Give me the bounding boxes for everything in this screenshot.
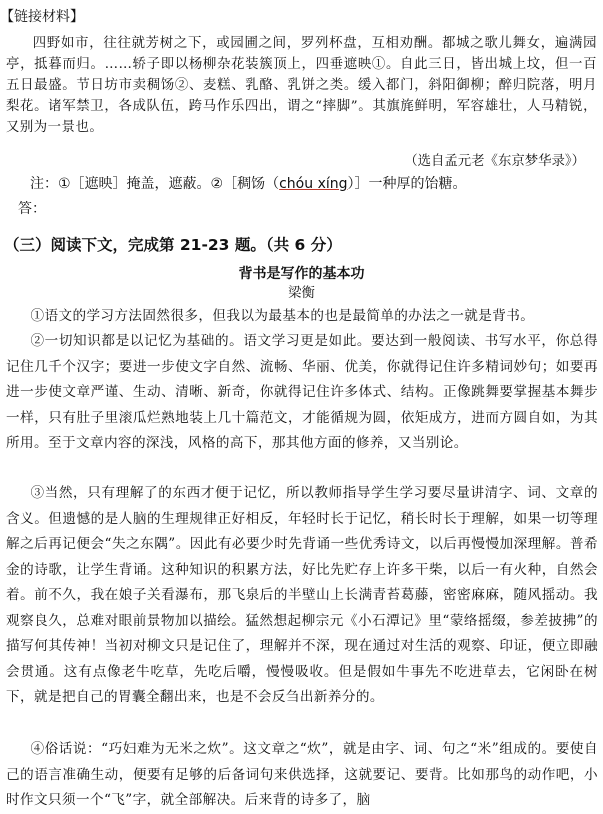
note-pinyin: chóu xíng xyxy=(279,176,348,192)
article-title: 背书是写作的基本功 xyxy=(238,266,365,282)
answer-label: 答： xyxy=(18,201,46,217)
section-heading: （三）阅读下文，完成第 21-23 题。（共 6 分） xyxy=(4,236,342,254)
note-suffix: ）］一种厚的饴糖。 xyxy=(347,176,467,192)
article-paragraph-1: ①语文的学习方法固然很多，但我以为最基本的也是最简单的办法之一就是背书。 xyxy=(30,308,535,324)
article-paragraph-3: ③当然，只有理解了的东西才便于记忆，所以教师指导学生学习要尽量讲清字、词、文章的含义。但遗憾的是人脑的生理规律正好相反，年轻时长于记忆，稍长时长于理解，如果一切等理解之后再记便会“失之东隅”。因此有必要少时先背诵一些优秀诗文，以后再慢慢加深理解。普希金的诗歌，让学生背诵。这种知识的积累方法，好比先贮存上许多干柴，以后一有火种，自然会着。前不久，我在娘子关看瀑布，那飞泉后的半壁山上长满青苔葛藤，密密麻麻，随风摇动。我观察良久，总难对眼前景物加以描绘。猛然想起柳宗元《小石潭记》里“蒙络摇缀，参差披拂”的描写何其传神！当初对柳文只是记住了，理解并不深，现在通过对生活的观察、印证，便立即融会贯通。这有点像老牛吃草，先吃后嚼，慢慢吸收。但是假如牛事先不吃进草去，它闲卧在树下，就是把自己的胃囊全翻出来，也是不会反刍出新养分的。 xyxy=(6,485,598,705)
material-label: 【链接材料】 xyxy=(0,9,84,25)
article-paragraph-2: ②一切知识都是以记忆为基础的。语文学习更是如此。要达到一般阅读、书写水平，你总得记住几千个汉字；要进一步使文字自然、流畅、华丽、优美，你就得记住许多精词妙句；如要再进一步使文章严谨、生动、清晰、新奇，你就得记住许多体式、结构。正像跳舞要掌握基本舞步一样，只有肚子里滚瓜烂熟地装上几十篇范文，才能循规为圆，依矩成方，进而方圆自如，为其所用。至于文章内容的深浅，风格的高下，那其他方面的修养，又当别论。 xyxy=(6,333,598,451)
material-paragraph: 四野如市，往往就芳树之下，或园圃之间，罗列杯盘，互相劝酬。都城之歌儿舞女，遍满园亭，抵暮而归。……轿子即以杨柳杂花装簇顶上，四垂遮映①。自此三日，皆出城上坟，但一百五日最盛。节日坊市卖稠饧②、麦糕、乳酪、乳饼之类。缓入都门，斜阳御柳；醉归院落，明月梨花。诸军禁卫，各成队伍，跨马作乐四出，谓之“摔脚”。其旗旄鲜明，军容雄壮，人马精锐，又别为一景也。 xyxy=(6,36,597,135)
note-prefix: 注：①［遮映］掩盖，遮蔽。②［稠饧（ xyxy=(30,176,280,192)
material-source: （选自孟元老《东京梦华录》） xyxy=(404,154,585,169)
article-paragraph-4: ④俗话说：“巧妇难为无米之炊”。这文章之“炊”，就是由字、词、句之“米”组成的。要使自己的语言准确生动，便要有足够的后备词句来供选择，这就要记、要背。比如那鸟的动作吧，小时作文只须一个“飞”字，就全部解决。后来背的诗多了，脑 xyxy=(6,741,598,808)
article-author: 梁衡 xyxy=(288,286,315,301)
material-note xyxy=(30,173,467,193)
